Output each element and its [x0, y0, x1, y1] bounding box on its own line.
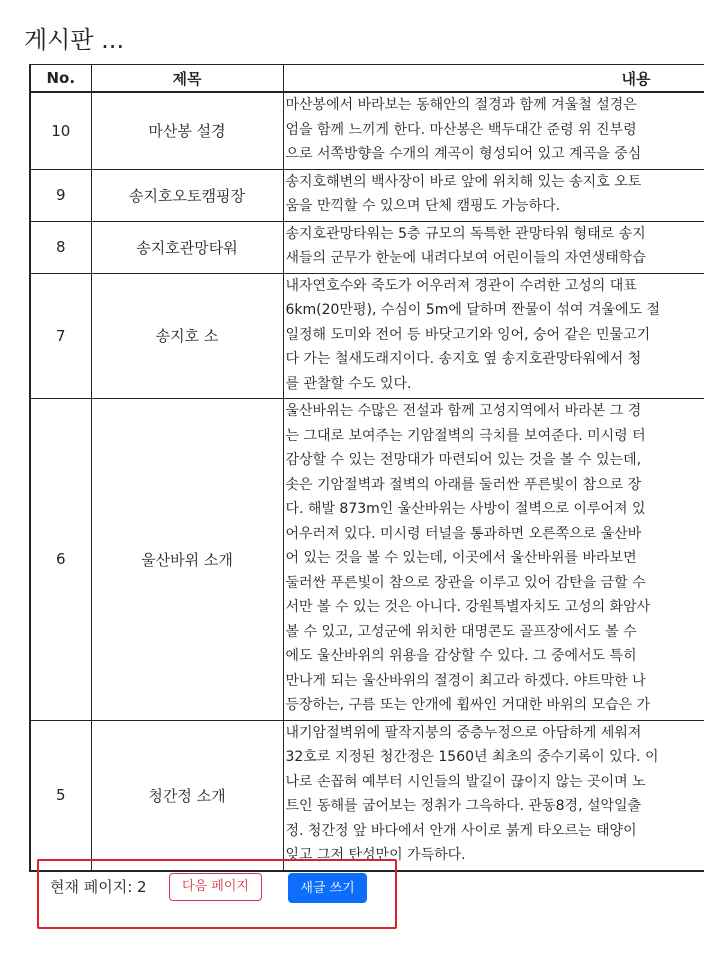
table-body: [30, 92, 704, 871]
post-content: [283, 92, 704, 169]
post-title[interactable]: 마산봉 설경: [91, 92, 283, 169]
post-content: [283, 399, 704, 721]
post-content-line: 감상할 수 있는 전망대가 마련되어 있는 것을 볼 수 있는데,: [285, 452, 642, 468]
post-content-line: 울산바위는 수많은 전설과 함께 고성지역에서 바라본 그 경: [285, 403, 642, 419]
post-content-line: 등장하는, 구름 또는 안개에 휩싸인 거대한 바위의 모습은 가: [285, 697, 651, 713]
post-content-line: 32호로 지정된 청간정은 1560년 최초의 중수기록이 있다. 이: [285, 749, 659, 765]
post-content-line: 어우러져 있다. 미시령 터널을 통과하면 오른쪽으로 울산바: [285, 525, 642, 542]
post-content-line: 어 있는 것을 볼 수 있는데, 이곳에서 울산바위를 바라보면: [285, 550, 637, 566]
post-title[interactable]: 청간정 소개: [91, 720, 283, 871]
post-content-line: 솟은 기암절벽과 절벽의 아래를 둘러싼 푸른빛이 참으로 장: [285, 476, 642, 493]
column-header-title: 제목: [91, 65, 283, 93]
post-content-line: 일정해 도미와 전어 등 바닷고기와 잉어, 숭어 같은 민물고기: [285, 326, 651, 343]
post-content-line: 트인 동해를 굽어보는 정취가 그윽하다. 관동8경, 설악일출: [285, 798, 642, 814]
post-content-line: 송지호해변의 백사장이 바로 앞에 위치해 있는 송지호 오토: [285, 173, 642, 190]
column-header-no: No.: [30, 65, 91, 93]
current-page-label: 현재 페이지: 2: [50, 878, 147, 896]
post-content-line: 에도 울산바위의 위용을 감상할 수 있다. 그 중에서도 특히: [285, 648, 637, 664]
page-title: 게시판 ...: [24, 26, 125, 54]
column-header-content: 내용: [283, 65, 704, 93]
post-content-line: 다 가는 철새도래지이다. 송지호 옆 송지호관망타워에서 청: [285, 351, 642, 367]
post-content-line: 다. 해발 873m인 울산바위는 사방이 절벽으로 이루어져 있: [285, 501, 646, 517]
post-title[interactable]: 울산바위 소개: [91, 399, 283, 721]
post-content-line: 마산봉에서 바라보는 동해안의 절경과 함께 겨울철 설경은: [285, 97, 637, 113]
post-content: [283, 169, 704, 221]
post-content-line: 6km(20만평), 수심이 5m에 달하며 짠물이 섞여 겨울에도 절: [285, 302, 660, 318]
write-post-button[interactable]: 새글 쓰기: [288, 873, 367, 903]
post-number: 10: [30, 92, 91, 169]
post-number: 5: [30, 720, 91, 871]
table-row[interactable]: [30, 169, 704, 221]
post-content-line: 를 관찰할 수도 있다.: [285, 375, 412, 392]
post-content: [283, 720, 704, 871]
post-content-line: 정. 청간정 앞 바다에서 안개 사이로 붉게 타오르는 태양이: [285, 822, 637, 839]
post-content-line: 는 그대로 보여주는 기암절벽의 극치를 보여준다. 미시령 터: [285, 427, 646, 444]
post-number: 6: [30, 399, 91, 721]
post-title[interactable]: 송지호오토캠핑장: [91, 169, 283, 221]
table-row[interactable]: [30, 720, 704, 871]
pager-box: [37, 859, 397, 929]
post-content-line: 으로 서쪽방향을 수개의 계곡이 형성되어 있고 계곡을 중심: [285, 146, 642, 162]
post-content-line: 내자연호수와 죽도가 어우러져 경관이 수려한 고성의 대표: [285, 277, 637, 294]
post-content-line: 움을 만끽할 수 있으며 단체 캠핑도 가능하다.: [285, 198, 561, 214]
post-content-line: 만나게 되는 울산바위의 절경이 최고라 하겠다. 야트막한 나: [285, 672, 646, 689]
table-row[interactable]: [30, 273, 704, 399]
post-number: 7: [30, 273, 91, 399]
next-page-button[interactable]: 다음 페이지: [169, 873, 262, 901]
post-title[interactable]: 송지호관망타워: [91, 221, 283, 273]
post-content: [283, 221, 704, 273]
table-row[interactable]: [30, 92, 704, 169]
post-content-line: 내기암절벽위에 팔작지붕의 중층누정으로 아담하게 세워져: [285, 724, 642, 741]
board-table: [29, 64, 704, 872]
post-content-line: 나로 손꼽혀 예부터 시인들의 발길이 끊이지 않는 곳이며 노: [285, 773, 646, 790]
post-content-line: 둘러싼 푸른빛이 참으로 장관을 이루고 있어 감탄을 금할 수: [285, 574, 646, 591]
post-content-line: 새들의 군무가 한눈에 내려다보여 어린이들의 자연생태학습: [285, 250, 646, 266]
post-content-line: 송지호관망타워는 5층 규모의 독특한 관망타워 형태로 송지: [285, 225, 646, 242]
post-content-line: 잊고 그저 탄성만이 가득하다.: [285, 847, 466, 863]
post-content: [283, 273, 704, 399]
post-content-line: 엄을 함께 느끼게 한다. 마산봉은 백두대간 준령 위 진부령: [285, 121, 637, 138]
post-content-line: 볼 수 있고, 고성군에 위치한 대명콘도 골프장에서도 볼 수: [285, 623, 637, 640]
table-row[interactable]: [30, 221, 704, 273]
post-title[interactable]: 송지호 소: [91, 273, 283, 399]
table-header-row: [30, 65, 704, 93]
post-number: 9: [30, 169, 91, 221]
post-content-line: 서만 볼 수 있는 것은 아니다. 강원특별자치도 고성의 화암사: [285, 599, 651, 615]
table-row[interactable]: [30, 399, 704, 721]
post-number: 8: [30, 221, 91, 273]
